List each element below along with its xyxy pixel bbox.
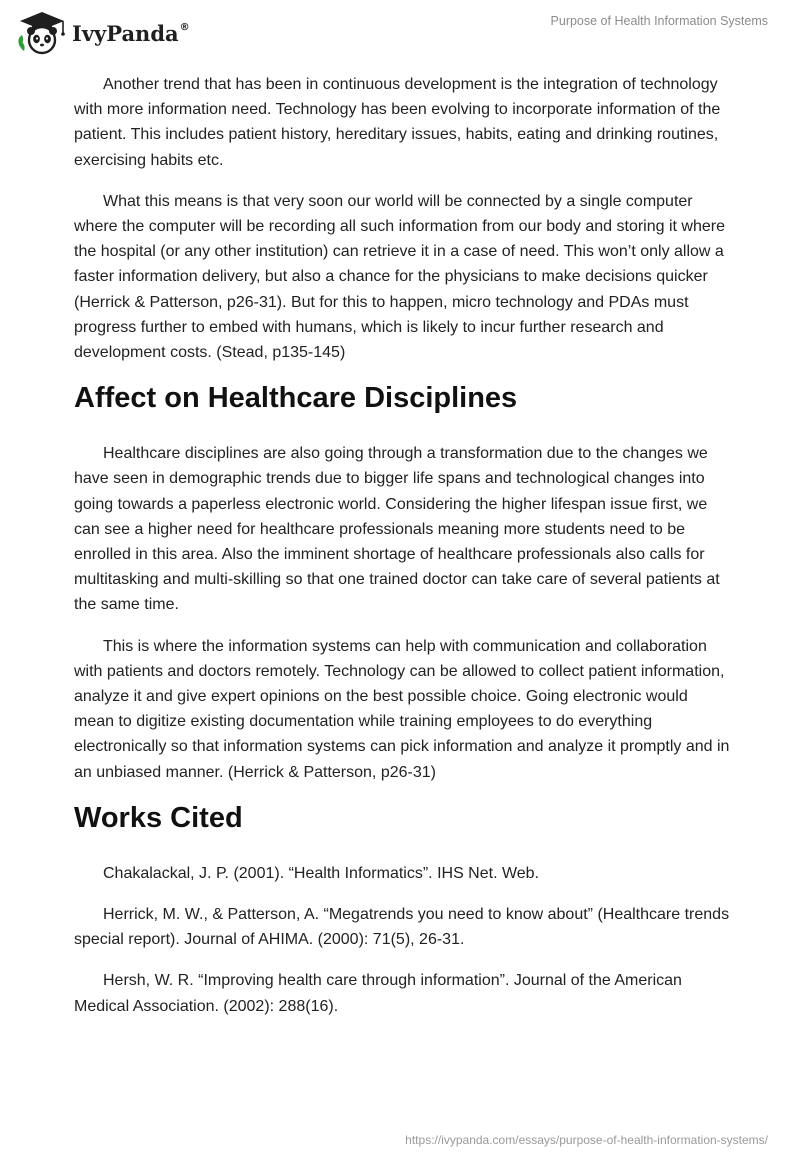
brand-name: IvyPanda® bbox=[72, 20, 190, 46]
section-heading-healthcare: Affect on Healthcare Disciplines bbox=[74, 382, 518, 415]
paragraph: Healthcare disciplines are also going through a transformation due to the changes we have seen in demographic trends due to bigger life spans and technological changes into going towards a paperless electronic world. Considering the higher lifespan issue first, we can see a higher need for healthcare professionals meaning more students need to be enrolled in this area. Also the imminent shortage of healthcare professionals also calls for multitasking and multi-skilling so that one trained doctor can take care of several patients at the same time. bbox=[74, 445, 720, 614]
section-heading-works-cited: Works Cited bbox=[74, 801, 243, 834]
essay-body bbox=[74, 72, 730, 1035]
brand-logo[interactable] bbox=[14, 9, 190, 55]
paragraph: Another trend that has been in continuous development is the integration of technology with more information need. Technology has been evolving to incorporate information of the patient. This includes patient history, hereditary issues, habits, eating and drinking routines, exercising habits etc. bbox=[74, 76, 721, 169]
citation-item: Herrick, M. W., & Patterson, A. “Megatrends you need to know about” (Healthcare trends special report). Journal of AHIMA. (2000): 71(5), 26-31. bbox=[74, 906, 730, 949]
citation-item: Chakalackal, J. P. (2001). “Health Informatics”. IHS Net. Web. bbox=[103, 864, 540, 882]
document-title: Purpose of Health Information Systems bbox=[550, 14, 768, 28]
panda-graduation-cap-icon bbox=[14, 9, 70, 55]
paragraph: What this means is that very soon our world will be connected by a single computer where the computer will be recording all such information from our body and storing it where the hospital (or any other institution) can retrieve it in a case of need. This won’t only allow a faster information delivery, but also a chance for the physicians to make decisions quicker (Herrick & Patterson, p26-31). But for this to happen, micro technology and PDAs must progress further to embed with humans, which is likely to incur further research and development costs. (Stead, p135-145) bbox=[74, 192, 725, 362]
paragraph: This is where the information systems can help with communication and collaboration with patients and doctors remotely. Technology can be allowed to collect patient information, analyze it and give expert opinions on the best possible choice. Going electronic would mean to digitize existing documentation while training employees to do everything electronically so that information systems can pick information and analyze it promptly and in an unbiased manner. (Herrick & Patterson, p26-31) bbox=[74, 637, 730, 781]
registered-mark: ® bbox=[179, 21, 190, 33]
source-url[interactable]: https://ivypanda.com/essays/purpose-of-health-information-systems/ bbox=[405, 1133, 768, 1147]
citation-item: Hersh, W. R. “Improving health care through information”. Journal of the American Medical Association. (2002): 288(16). bbox=[74, 972, 682, 1015]
page-header bbox=[0, 0, 800, 60]
